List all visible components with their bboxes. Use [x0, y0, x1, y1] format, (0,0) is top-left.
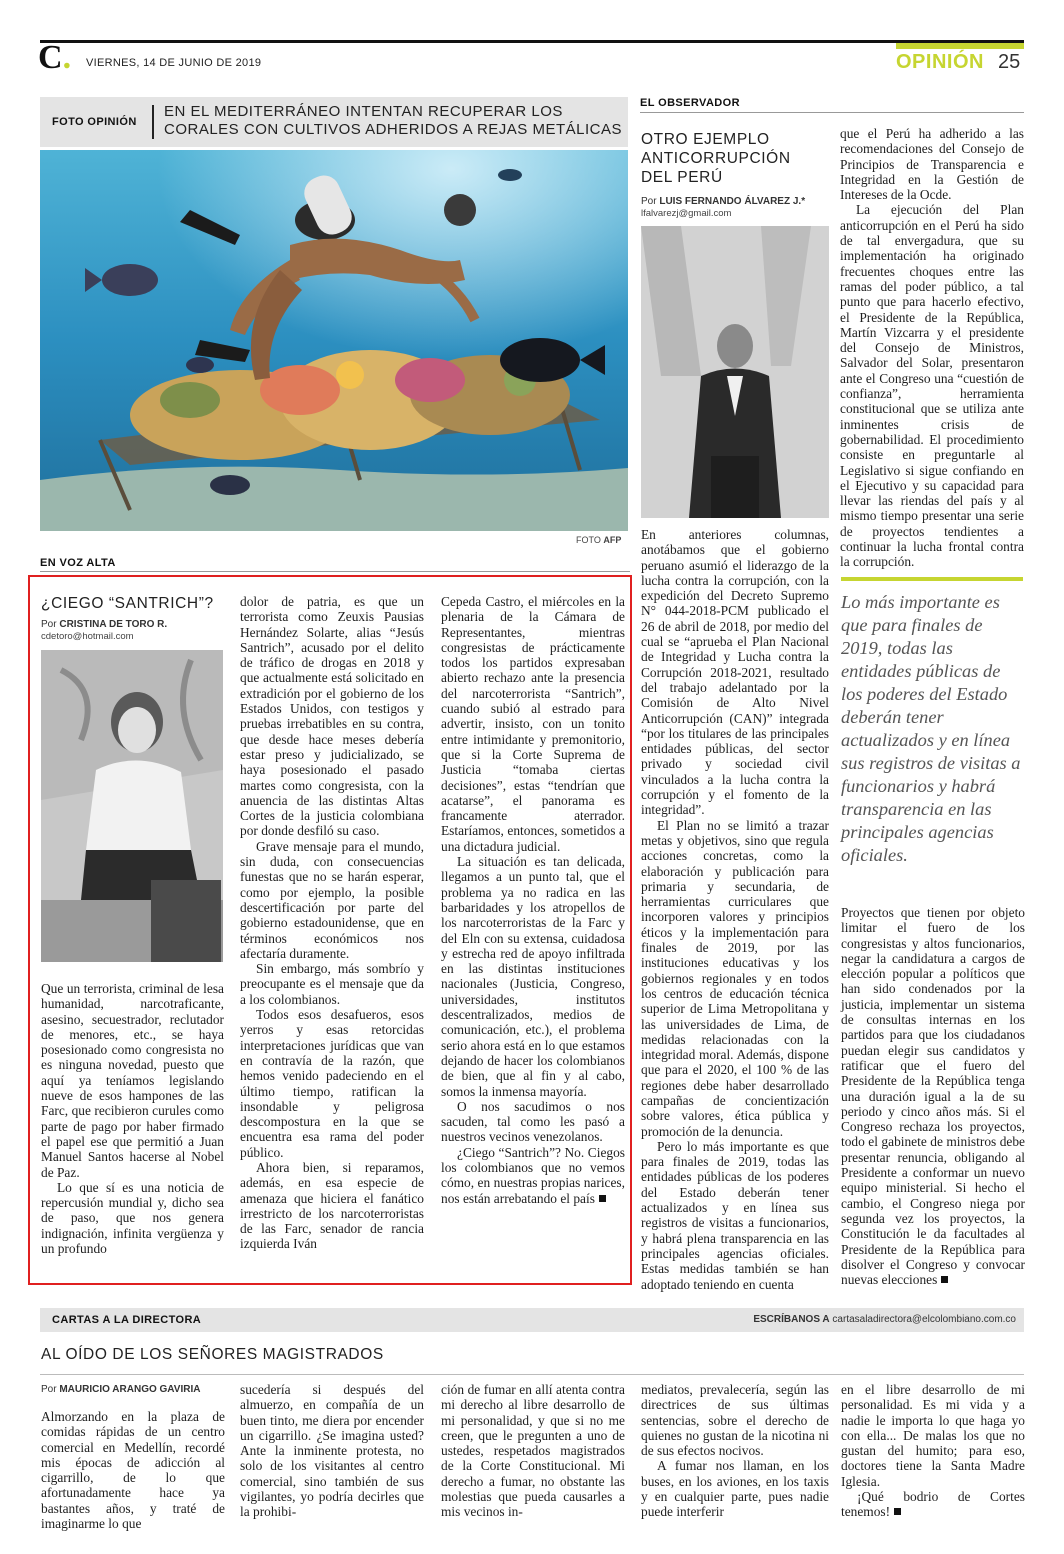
voz-alta-paragraph: Ahora bien, si reparamos, además, en esa especie de amenaza que hiciera el fanático irrestricto de los narcoterroristas de las Farc, senador de rancia izquierda Iván [240, 1159, 424, 1252]
voz-alta-byline: Por CRISTINA DE TORO R. [41, 619, 168, 630]
section-name: OPINIÓN [896, 51, 984, 73]
observador-col-right-bottom [841, 905, 1025, 1287]
cartas-paragraph: ción de fumar en allí atenta contra mi derecho al libre desarrollo de mi personalidad, y que si no me creen, que le pregunten a uno de ustedes, respetados magistrados de la Corte Constitucional. Mi derecho a fumar, no obstante las molestias que pueda causarles a mis vecinos in- [441, 1382, 625, 1520]
voz-alta-col-3 [441, 594, 625, 1206]
voz-alta-paragraph: ¿Ciego “Santrich”? No. Ciegos los colombianos que no vemos cómo, en nuestras propias narices, nos están arrebatando el país [441, 1144, 625, 1206]
voz-alta-rule [40, 571, 630, 572]
diver-coral-illustration [40, 150, 628, 531]
cartas-col-5 [841, 1382, 1025, 1520]
label-divider [152, 105, 154, 139]
voz-alta-title: ¿CIEGO “SANTRICH”? [41, 595, 214, 612]
observador-paragraph: La ejecución del Plan anticorrupción en el Perú ha sido de tal envergadura, que su implementación ha originado frecuentes choques entre las ramas del poder público, a tal punto que para hacerlo efectivo, el Presidente de la República, Martín Vizcarra y el presidente del Consejo de Ministros, Salvador del Solar, presentaron ante el Congreso una “cuestión de confianza”, herramienta constitucional que se utiliza ante inminentes crisis de gobernabilidad. El procedimiento consiste en preguntarle al Legislativo si sigue confiando en el Ejecutivo y su capacidad para llevar las riendas del país y al mismo tiempo presentar una serie de proyectos tendientes a continuar la lucha frontal contra la corrupción. [840, 202, 1024, 570]
voz-alta-paragraph: O nos sacudimos o nos sacuden, tal como les pasó a nuestros vecinos venezolanos. [441, 1098, 625, 1145]
voz-alta-paragraph: Lo que sí es una noticia de repercusión mundial y, dicho sea de paso, que nos genera indignación, infinita vergüenza y un profundo [41, 1179, 224, 1257]
voz-alta-paragraph: Que un terrorista, criminal de lesa humanidad, narcotraficante, asesino, secuestrador, reclutador de menores, etc., se haya posesionado como congresista no es ninguna novedad, puesto que aquí ya teníamos legislando nueve de esos hampones de las Farc, que recibieron curules como parte de pago por haber firmado el papel ese que permitió a Juan Manuel Santos hacerse al Nobel de Paz. [41, 981, 224, 1180]
foto-opinion-header [40, 97, 628, 147]
voz-alta-paragraph: Cepeda Castro, el miércoles en la plenaria de la Cámara de Representantes, mientras congresistas de prácticamente todos los partidos expresaban abierto rechazo ante la presencia del narcoterrorista “Santrich”, cuando subió al estrado para advertir, insisto, con un tonito entre intimidante y premonitorio, que si la Corte Suprema de Justicia “tomaba ciertas decisiones”, estas “tendrían que acatarse”, el panorama es francamente aterrador. Estaríamos, entonces, sometidos a una dictadura judicial. [441, 594, 625, 854]
caption-line-1: EN EL MEDITERRÁNEO INTENTAN RECUPERAR LOS [164, 103, 563, 120]
caption-line-2: CORALES CON CULTIVOS ADHERIDOS A REJAS METÁLICAS [164, 121, 622, 138]
voz-alta-paragraph: La situación es tan delicada, llegamos a un punto tal, que el problema ya no radica en las barbaridades y los atropellos de los narcoterroristas de la Farc y del Eln con su extensa, cuidadosa y estrecha red de apoyo infiltrada en las distintas instituciones nacionales (Justicia, Congreso, universidades, institutos descentralizados, medios de comunicación, etc.), el problema serio ahora está en lo que estamos dejando de hacer los colombianos de bien, que al fin y al cabo, somos la inmensa mayoría. [441, 854, 625, 1099]
voz-alta-paragraph: dolor de patria, es que un terrorista como Zeuxis Pausias Hernández Solarte, alias “Jesús Santrich”, acusado por el delito de tráfico de drogas en 2018 y que actualmente está solicitado en extradición por el gobierno de los Estados Unidos, con testigos y pruebas irrebatibles en su contra, que desde hace meses debería estar preso y judicializado, se haya posesionado el pasado martes como congresista, con la anuencia de las distintas Altas Cortes de la justicia colombiana por donde desfiló su caso. [240, 594, 424, 839]
page-number: 25 [998, 51, 1021, 73]
voz-alta-paragraph: Sin embargo, más sombrío y preocupante es el mensaje que da a los colombianos. [240, 961, 424, 1007]
observador-rule [640, 112, 1024, 113]
voz-alta-paragraph: Todos esos desafueros, esos yerros y esas retorcidas interpretaciones jurídicas que van en contravía de la razón, que hemos venido padeciendo en el último tiempo, ratifican la insondable y peligrosa descompostura en la que se encuentra esa rama del poder público. [240, 1007, 424, 1160]
foto-opinion-label: FOTO OPINIÓN [52, 116, 137, 128]
observador-paragraph: que el Perú ha adherido a las recomendaciones del Consejo de Principios de Transparencia e Integridad en la Gestión de Intereses de la Ocde. [840, 126, 1024, 203]
cartas-paragraph: mediatos, prevalecería, según las directrices de sus últimas sentencias, sobre el derecho de quienes no gustan de la nicotina ni de sus efectos nocivos. [641, 1382, 829, 1459]
observador-col-right [840, 126, 1024, 570]
cartas-paragraph: en el libre desarrollo de mi personalidad. Es mi vida y a nadie le importa lo que haga yo con ella... De malas los que no gustan del humito; para eso, doctores tiene la Santa Madre Iglesia. [841, 1382, 1025, 1489]
cartas-col-1 [41, 1409, 225, 1531]
end-mark-icon [894, 1508, 901, 1515]
woman-seated-portrait [41, 650, 223, 962]
voz-alta-paragraph: Grave mensaje para el mundo, sin duda, con consecuencias funestas que no se harán esperar, como por ejemplo, la posible descertificación por parte del gobierno estadounidense, que en términos económicos nos afectaría duramente. [240, 838, 424, 961]
pull-quote: Lo más importante es que para finales de 2019, todas las entidades públicas de los poderes del Estado deberán tener actualizados y en línea sus registros de visitas a funcionarios y habrá transparencia en las principales agencias oficiales. [841, 592, 1021, 865]
observador-paragraph: En anteriores columnas, anotábamos que el gobierno peruano asumió el liderazgo de la lucha contra la corrupción, con la expedición del Decreto Supremo N° 044-2018-PCM publicado el 26 de abril de 2018, por medio del cual se “aprueba el Plan Nacional de Integridad y Lucha contra la Corrupción 2018-2021, resultado del trabajo adelantado por la Comisión de Alto Nivel Anticorrupción (CAN)” integrada “por los titulares de las principales entidades públicas, del sector privado y sociedad civil vinculados a la lucha contra la corrupción y el fomento de la integridad”. [641, 527, 829, 818]
newspaper-logo: C. [38, 39, 72, 76]
end-mark-icon [599, 1195, 606, 1202]
cartas-byline: Por MAURICIO ARANGO GAVIRIA [41, 1384, 201, 1395]
cartas-paragraph: A fumar nos llaman, en los buses, en los aviones, en los taxis y en cualquier parte, pues nadie puede interferir [641, 1458, 829, 1520]
foto-caption [164, 103, 622, 139]
observador-paragraph: Pero lo más importante es que para finales de 2019, todas las entidades públicas de los poderes del Estado deberán tener actualizados y en línea sus registros de visitas a funcionarios, y habrá plena transparencia en las principales agencias oficiales. Estas medidas también se han adoptado teniendo en cuenta [641, 1138, 829, 1292]
cartas-col-4 [641, 1382, 829, 1520]
photo-credit: FOTO AFP [576, 535, 622, 545]
voz-alta-col-1 [41, 981, 224, 1256]
cartas-section-label: CARTAS A LA DIRECTORA [52, 1314, 202, 1326]
observador-section-label: EL OBSERVADOR [640, 97, 740, 109]
cartas-header [40, 1308, 1024, 1332]
man-in-suit-portrait [641, 226, 829, 518]
observador-author-photo [641, 226, 829, 518]
voz-alta-author-photo [41, 650, 223, 962]
observador-paragraph: El Plan no se limitó a trazar metas y objetivos, sino que regula acciones concretas, como la elaboración y publicación para primaria y secundaria, de herramientas curriculares que incorporen valores y principios éticos y la implementación para finales de 2019, por las instituciones educativas y los gobiernos regionales y en todos los centros de educación técnica superior de Lima Metropolitana y las universidades de Lima, de medidas relacionadas con la integridad moral. Además, dispone que para el 2020, el 100 % de las regiones debe haber desarrollado campañas de concientización sobre valores, ética pública y promoción de la denuncia. [641, 817, 829, 1139]
voz-alta-col-2 [240, 594, 424, 1252]
top-rule [40, 40, 1024, 43]
title-line-2: ANTICORRUPCIÓN [641, 150, 791, 167]
cartas-title: AL OÍDO DE LOS SEÑORES MAGISTRADOS [41, 1346, 384, 1363]
title-line-1: OTRO EJEMPLO [641, 131, 770, 148]
cartas-col-2 [240, 1382, 424, 1520]
observador-paragraph: Proyectos que tienen por objeto limitar el fuero de los congresistas y altos funcionarios, negar la candidatura a cargos de elección popular a políticos que han sido condenados por la justicia, implementar un sistema de consultas internas en los partidos para que los ciudadanos puedan elegir sus candidatos y ratificar que el fuero del Presidente de la República tenga una duración igual a la de su periodo y cinco años más. Si el Congreso rechaza los proyectos, todo el gabinete de ministros debe presentar renuncia, obligando al Presidente a conformar un nuevo equipo ministerial. Si hecho el cambio, el Congreso niega por segunda vez los proyectos, la Constitución le da facultades al Presidente de la República para disolver el Congreso y convocar nuevas elecciones [841, 905, 1025, 1288]
cartas-contact: ESCRÍBANOS A cartasaladirectora@elcolombiano.com.co [753, 1314, 1016, 1325]
observador-col-left [641, 527, 829, 1292]
voz-alta-section-label: EN VOZ ALTA [40, 557, 116, 569]
end-mark-icon [941, 1276, 948, 1283]
cartas-rule [40, 1374, 1024, 1375]
pull-quote-accent [841, 577, 1023, 581]
section-accent-bar [896, 43, 1024, 49]
cartas-paragraph: Almorzando en la plaza de comidas rápidas de un centro comercial en Medellín, recordé mis épocas de adicción al cigarrillo, de lo que afortunadamente hace ya bastantes años, y traté de imaginarme lo que [41, 1409, 225, 1532]
voz-alta-email: cdetoro@hotmail.com [41, 631, 134, 642]
title-line-3: DEL PERÚ [641, 169, 723, 186]
cartas-paragraph: sucedería si después del almuerzo, en compañía de un buen tinto, me diera por encender un cigarrillo. ¿Se imagina usted? Ante la inminente protesta, no solo de los visitantes al centro comercial, sino también de sus vigilantes, yo podría decirles que la prohibi- [240, 1382, 424, 1520]
underwater-photo [40, 150, 628, 531]
observador-byline: Por LUIS FERNANDO ÁLVAREZ J.* [641, 196, 806, 207]
observador-title [641, 130, 821, 187]
issue-date: VIERNES, 14 DE JUNIO DE 2019 [86, 57, 262, 69]
cartas-paragraph: ¡Qué bodrio de Cortes tenemos! [841, 1489, 1025, 1520]
observador-email: lfalvarezj@gmail.com [641, 208, 732, 219]
cartas-col-3 [441, 1382, 625, 1520]
